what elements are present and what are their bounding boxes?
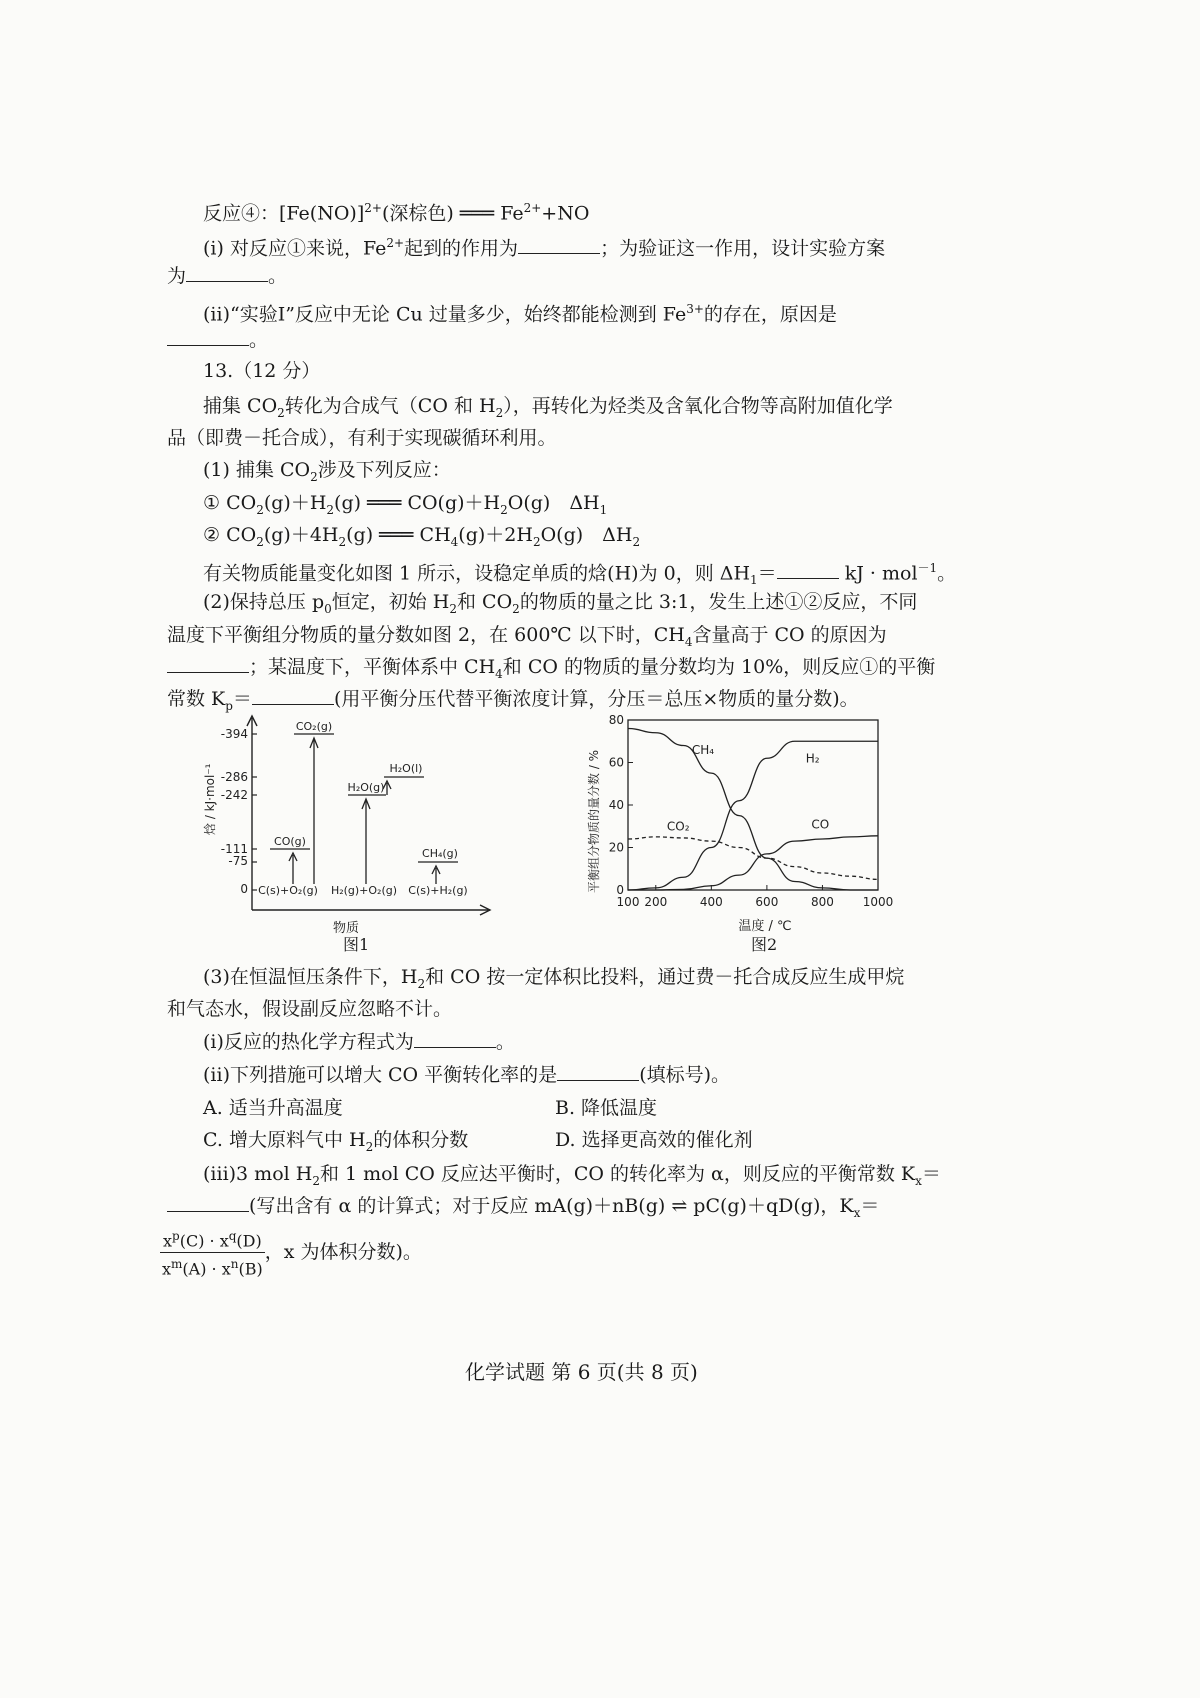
label-ch4: CH₄(g) [422, 847, 458, 860]
fig2-ytick-label: 20 [608, 840, 624, 855]
part-1-question-line: 有关物质能量变化如图 1 所示，设稳定单质的焓(H)为 0，则 $\Delta H_1=$ kJ · mol$^{-1}$。 [203, 561, 957, 588]
part-1-line: (1) 捕集 $CO_2$涉及下列反应： [203, 459, 451, 484]
page-footer: 化学试题 第 6 页(共 8 页) [465, 1360, 698, 1384]
fig1-tick-75: -75 [228, 854, 248, 868]
fig1-xlabel: 物质 [332, 921, 360, 936]
base-c-o2: C(s)+O₂(g) [258, 884, 318, 897]
fig1-tick-286: -286 [220, 770, 248, 784]
part-2-line-2: 温度下平衡组分物质的量分数如图 2，在 600℃ 以下时，$CH_4$含量高于 CO 的原因为 [167, 624, 887, 649]
fig2-series-line [628, 729, 878, 891]
question-i-line: (i) 对反应①来说，$Fe^{2+}$起到的作用为 ；为验证这一作用，设计实验方案 [203, 236, 886, 260]
part-3-ii-line: (ii)下列措施可以增大 CO 平衡转化率的是 (填标号)。 [203, 1064, 731, 1086]
fig2-xtick-label: 400 [699, 895, 723, 909]
fig2-xlabel: 温度 / ℃ [738, 919, 792, 934]
fig1-tick-242: -242 [220, 788, 248, 802]
fig2-xtick-label: 200 [644, 895, 668, 909]
answer-blank[interactable] [414, 1029, 496, 1048]
answer-blank[interactable] [777, 560, 839, 579]
reaction-4-line: 反应④：$[Fe(NO)]^{2+}$(深棕色) ═══ $Fe^{2+}+NO$ [203, 201, 590, 225]
fig2-xtick-label: 100 [616, 895, 640, 909]
fig1-ylabel: 焓 / kJ·mol⁻¹ [203, 763, 217, 835]
intro-line-2: 品（即费－托合成），有利于实现碳循环利用。 [167, 427, 557, 449]
part-3-iii-line: (iii)3 mol $H_2$和 1 mol CO 反应达平衡时，CO 的转化率为 α，则反应的平衡常数 $K_x=$ [203, 1163, 941, 1188]
fig2-label-co: CO [811, 817, 830, 832]
fig2-label-h2: H₂ [805, 751, 820, 766]
equals-sign: ═══ [453, 202, 501, 225]
answer-blank[interactable] [557, 1062, 639, 1081]
option-d[interactable]: D. 选择更高效的催化剂 [555, 1129, 753, 1151]
question-i-line-2: 为 。 [167, 265, 288, 287]
fig2-ylabel: 平衡组分物质的量分数 / % [587, 749, 601, 893]
fig2-series-line [628, 836, 878, 890]
answer-blank[interactable] [167, 1193, 249, 1212]
option-b[interactable]: B. 降低温度 [555, 1097, 658, 1119]
fig2-ytick-label: 80 [608, 713, 624, 727]
figure-2-line-chart [580, 708, 910, 958]
part-3-iii-line-2: (写出含有 α 的计算式；对于反应 mA(g)＋nB(g) ⇌ pC(g)＋qD(g)，$K_x=$ [167, 1192, 879, 1227]
label-co: CO(g) [274, 835, 306, 848]
part-3-line-2: 和气态水，假设副反应忽略不计。 [167, 998, 453, 1020]
reaction-2-line: ② $CO_2(g)+4H_2(g)$ ═══ $CH_4(g)+2H_2O(g)$ $\Delta H_2$ [203, 524, 641, 549]
question-13-header: 13.（12 分） [203, 360, 321, 382]
part-2-line-3: ；某温度下，平衡体系中 $CH_4$和 CO 的物质的量分数均为 10%，则反应①的平衡 [167, 653, 935, 688]
fig1-tick-394: -394 [220, 727, 248, 741]
answer-blank[interactable] [252, 686, 334, 705]
figure-1-caption: 图1 [343, 935, 370, 954]
equilibrium-arrow: ⇌ [665, 1195, 694, 1217]
part-2-line-4: 常数 $K_p=$ (用平衡分压代替平衡浓度计算，分压＝总压×物质的量分数)。 [167, 688, 859, 713]
kx-formula-line: $\frac{x^p(C) \cdot x^q(D)}{x^m(A) \cdot x^n(B)}$ ，x 为体积分数)。 [160, 1225, 422, 1281]
figure-2-caption: 图2 [751, 935, 778, 954]
fig2-series-line [628, 837, 878, 880]
figure-1-enthalpy-diagram [200, 710, 500, 960]
fig2-series-line [628, 741, 878, 890]
part-2-line-1: (2)保持总压 $p_0$恒定，初始 $H_2$和 $CO_2$的物质的量之比 3:1，发生上述①②反应，不同 [203, 591, 918, 616]
fig2-ytick-label: 0 [616, 883, 624, 897]
option-a[interactable]: A. 适当升高温度 [203, 1097, 343, 1119]
question-ii-line-2: 。 [167, 326, 268, 354]
base-h2-o2: H₂(g)+O₂(g) [330, 884, 398, 897]
kx-fraction: $\frac{x^p(C) \cdot x^q(D)}{x^m(A) \cdot x^n(B)}$ [160, 1225, 265, 1281]
fig2-xtick-label: 1000 [862, 895, 894, 909]
answer-blank[interactable] [167, 654, 249, 673]
equals-sign: ═══ [373, 524, 420, 546]
option-c[interactable]: C. 增大原料气中 $H_2$的体积分数 [203, 1129, 469, 1154]
label-co2: CO₂(g) [295, 720, 333, 733]
fig2-ytick-label: 40 [608, 798, 624, 812]
answer-blank[interactable] [167, 327, 249, 346]
label-h2ol: H₂O(l) [389, 762, 423, 775]
intro-line-1: 捕集 $CO_2$转化为合成气（CO 和 $H_2$），再转化为烃类及含氧化合物等高附加值化学 [203, 395, 893, 420]
label-h2og: H₂O(g) [347, 781, 385, 794]
fig2-label-co2: CO₂ [666, 819, 690, 834]
question-ii-line: (ii)“实验Ⅰ”反应中无论 Cu 过量多少，始终都能检测到 $Fe^{3+}$的存在，原因是 [203, 302, 837, 326]
fig1-tick-111: -111 [220, 842, 248, 856]
fig2-label-ch4: CH₄ [691, 743, 715, 757]
fig2-xtick-label: 600 [755, 895, 779, 909]
reaction-1-line: ① $CO_2(g)+H_2(g)$ ═══ $CO(g)+H_2O(g)$ $\Delta H_1$ [203, 492, 608, 517]
answer-blank[interactable] [186, 263, 268, 282]
fig2-ytick-label: 60 [608, 755, 624, 770]
part-3-i-line: (i)反应的热化学方程式为 。 [203, 1031, 515, 1053]
fig2-xtick-label: 800 [810, 895, 834, 909]
base-c-h2: C(s)+H₂(g) [408, 884, 468, 897]
part-3-line-1: (3)在恒温恒压条件下，$H_2$和 CO 按一定体积比投料，通过费－托合成反应生成甲烷 [203, 966, 905, 991]
fig1-tick-0: 0 [240, 882, 248, 896]
equals-sign: ═══ [361, 492, 408, 514]
answer-blank[interactable] [518, 235, 600, 254]
